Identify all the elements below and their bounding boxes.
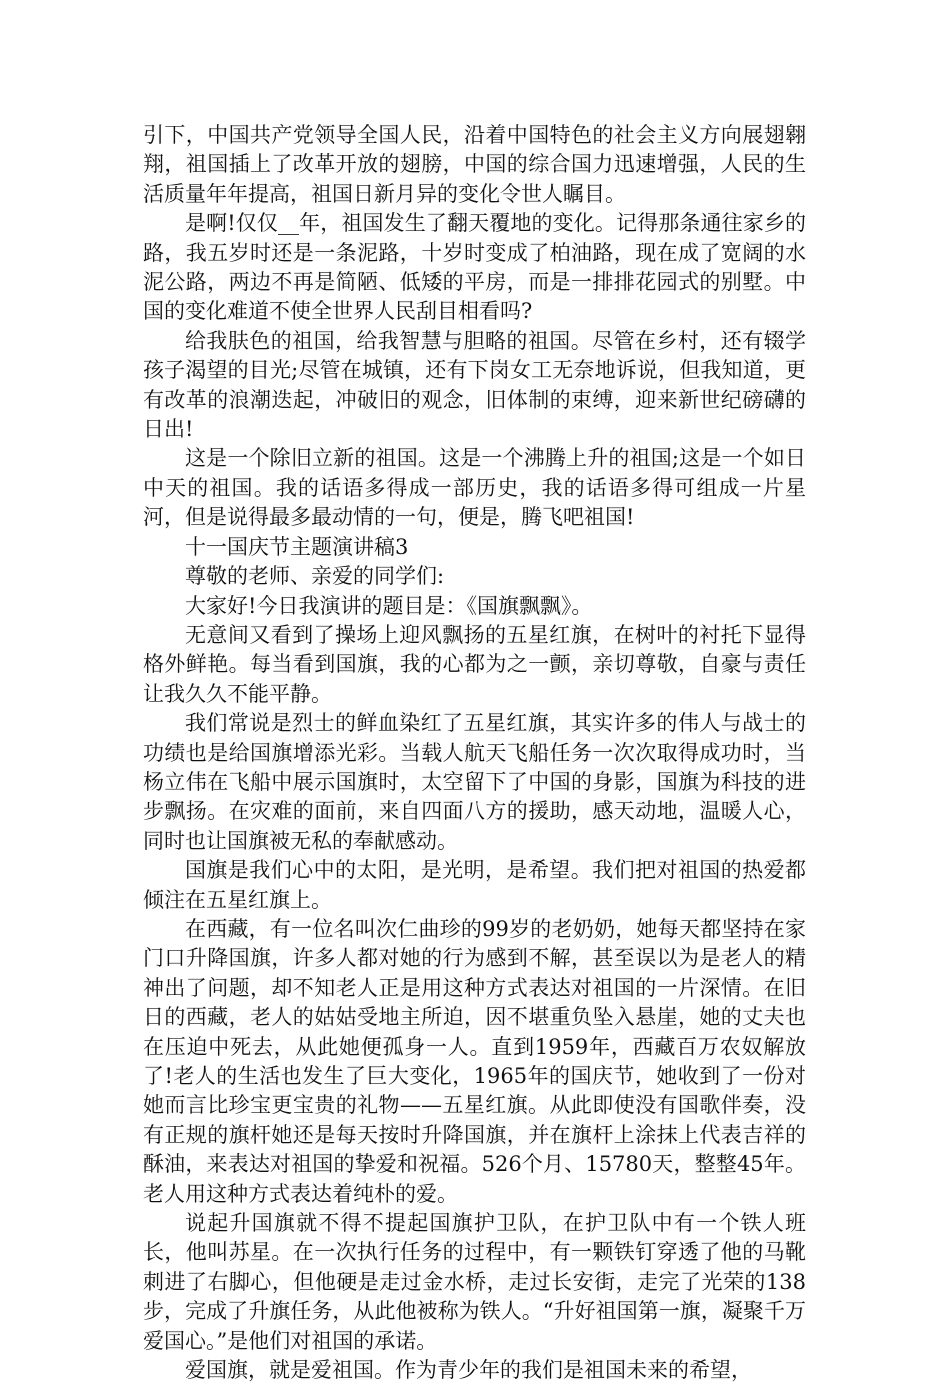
paragraph-guard: 说起升国旗就不得不提起国旗护卫队，在护卫队中有一个铁人班长，他叫苏星。在一次执行任务的过程中，有一颗铁钉穿透了他的马靴刺进了右脚心，但他硬是走过金水桥，走过长安街，走完了光荣的138步，完成了升旗任务，从此他被称为铁人。“升好祖国第一旗，凝聚千万爱国心。”是他们对祖国的承诺。 <box>143 1211 806 1353</box>
paragraph-flag: 无意间又看到了操场上迎风飘扬的五星红旗，在树叶的衬托下显得格外鲜艳。每当看到国旗，我的心都为之一颤，亲切尊敬，自豪与责任让我久久不能平静。 <box>143 622 806 706</box>
paragraph-motherland: 给我肤色的祖国，给我智慧与胆略的祖国。尽管在乡村，还有辍学孩子渴望的目光;尽管在城镇，还有下岗女工无奈地诉说，但我知道，更有改革的浪潮迭起，冲破旧的观念，旧体制的束缚，迎来新世纪磅礴的日出! <box>143 328 806 442</box>
document-body <box>143 121 806 1385</box>
speech-heading: 十一国庆节主题演讲稿3 <box>185 534 409 559</box>
paragraph-rising: 这是一个除旧立新的祖国。这是一个沸腾上升的祖国;这是一个如日中天的祖国。我的话语多得成一部历史，我的话语多得可组成一片星河，但是说得最多最动情的一句，便是，腾飞吧祖国! <box>143 446 806 530</box>
paragraph-love: 爱国旗，就是爱祖国。作为青少年的我们是祖国未来的希望， <box>185 1358 752 1383</box>
paragraph-continuation: 引下，中国共产党领导全国人民，沿着中国特色的社会主义方向展翅翱翔，祖国插上了改革开放的翅膀，中国的综合国力迅速增强，人民的生活质量年年提高，祖国日新月异的变化令世人瞩目。 <box>143 123 806 206</box>
paragraph-sun: 国旗是我们心中的太阳，是光明，是希望。我们把对祖国的热爱都倾注在五星红旗上。 <box>143 858 806 912</box>
speech-title-line: 大家好!今日我演讲的题目是：《国旗飘飘》。 <box>185 593 593 618</box>
paragraph-martyrs: 我们常说是烈士的鲜血染红了五星红旗，其实许多的伟人与战士的功绩也是给国旗增添光彩。当载人航天飞船任务一次次取得成功时，当杨立伟在飞船中展示国旗时，太空留下了中国的身影，国旗为科技的进步飘扬。在灾难的面前，来自四面八方的援助，感天动地，温暖人心，同时也让国旗被无私的奉献感动。 <box>143 711 806 853</box>
speech-greeting: 尊敬的老师、亲爱的同学们: <box>185 564 445 589</box>
paragraph-road: 是啊!仅仅__年，祖国发生了翻天覆地的变化。记得那条通往家乡的路，我五岁时还是一条泥路，十岁时变成了柏油路，现在成了宽阔的水泥公路，两边不再是简陋、低矮的平房，而是一排排花园式的别墅。中国的变化难道不使全世界人民刮目相看吗? <box>143 211 806 324</box>
paragraph-tibet: 在西藏，有一位名叫次仁曲珍的99岁的老奶奶，她每天都坚持在家门口升降国旗，许多人都对她的行为感到不解，甚至误以为是老人的精神出了问题，却不知老人正是用这种方式表达对祖国的一片深情。在旧日的西藏，老人的姑姑受地主所迫，因不堪重负坠入悬崖，她的丈夫也在压迫中死去，从此她便孤身一人。直到1959年，西藏百万农奴解放了!老人的生活也发生了巨大变化，1965年的国庆节，她收到了一份对她而言比珍宝更宝贵的礼物——五星红旗。从此即使没有国歌伴奏，没有正规的旗杆她还是每天按时升降国旗，并在旗杆上涂抹上代表吉祥的酥油，来表达对祖国的挚爱和祝福。526个月、15780天，整整45年。老人用这种方式表达着纯朴的爱。 <box>143 916 806 1206</box>
